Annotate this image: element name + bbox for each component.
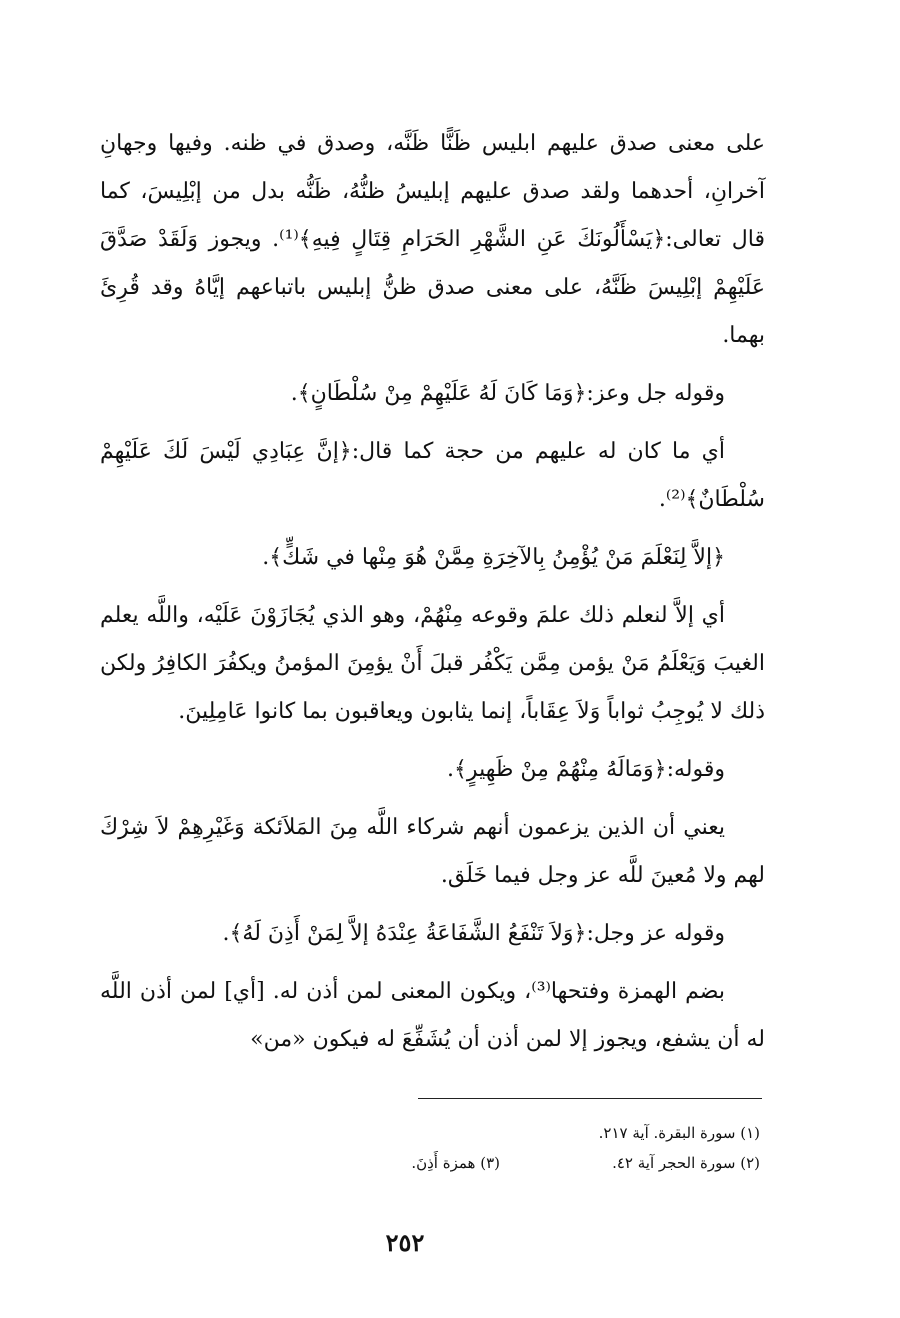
footnote-divider [418, 1098, 762, 1099]
paragraph-9: بضم الهمزة وفتحها⁽³⁾، ويكون المعنى لمن أذن له. [أي] لمن أذن اللَّه له أن يشفع، ويجوز إلا لمن أذن أن يُشَفِّعَ له فيكون «من» [100, 979, 765, 1052]
main-text [100, 120, 765, 1074]
paragraph-2: وقوله جل وعز:﴿وَمَا كَانَ لَهُ عَلَيْهِمْ مِنْ سُلْطَانٍ﴾. [290, 381, 725, 406]
paragraph-8: وقوله عز وجل:﴿وَلاَ تَنْفَعُ الشَّفَاعَةُ عِنْدَهُ إلاَّ لِمَنْ أَذِنَ لَهُ﴾. [222, 921, 725, 946]
footnote-row-1 [290, 1118, 760, 1148]
paragraph-4: ﴿إلاَّ لِنَعْلَمَ مَنْ يُؤْمِنُ بِالآخِرَةِ مِمَّنْ هُوَ مِنْها في شَكٍّ﴾. [262, 545, 725, 570]
paragraph-6: وقوله:﴿وَمَالَهُ مِنْهُمْ مِنْ ظَهِيرٍ﴾. [447, 757, 725, 782]
page-number: ٢٥٢ [385, 1228, 425, 1257]
footnote-3: (٣) همزة أَذِنَ. [411, 1154, 500, 1172]
footnote-2: (٢) سورة الحجر آية ٤٢. [612, 1154, 760, 1172]
footnotes [290, 1118, 760, 1178]
paragraph-7: يعني أن الذين يزعمون أنهم شركاء اللَّه مِنَ المَلاَئكة وَغَيْرِهِمْ لاَ شِرْكَ لهم ولا مُعينَ للَّه عز وجل فيما خَلَق. [100, 815, 765, 888]
footnote-1: (١) سورة البقرة. آية ٢١٧. [598, 1124, 760, 1142]
paragraph-5: أي إلاَّ لنعلم ذلك علمَ وقوعه مِنْهُمْ، وهو الذي يُجَازَوْنَ عَلَيْه، واللَّه يعلم الغيبَ وَيَعْلَمُ مَنْ يؤمن مِمَّن يَكْفُر قبلَ أَنْ يؤمِنَ المؤمنُ ويكفُرَ الكافِرُ ولكن ذلك لا يُوجِبُ ثواباً وَلاَ عِقَاباً، إنما يثابون ويعاقبون بما كانوا عَامِلِينَ. [100, 603, 765, 724]
paragraph-3: أي ما كان له عليهم من حجة كما قال:﴿إنَّ عِبَادِي لَيْسَ لَكَ عَلَيْهِمْ سُلْطَانٌ﴾⁽²⁾. [100, 439, 765, 512]
footnote-row-2 [290, 1148, 760, 1178]
paragraph-1: على معنى صدق عليهم ابليس ظَنًّا ظَنَّه، وصدق في ظنه. وفيها وجهانِ آخرانِ، أحدهما ولقد صدق عليهم إبليسُ ظنُّهُ، ظَنُّه بدل من إبْلِيسَ، كما قال تعالى:﴿يَسْأَلُونَكَ عَنِ الشَّهْرِ الحَرَامِ قِتَالٍ فِيهِ﴾⁽¹⁾. ويجوز وَلَقَدْ صَدَّقَ عَلَيْهِمْ إبْلِيسَ ظَنَّهُ، على معنى صدق ظنُّ إبليس باتباعهم إيَّاهُ وقد قُرِئَ بهما. [100, 131, 766, 348]
